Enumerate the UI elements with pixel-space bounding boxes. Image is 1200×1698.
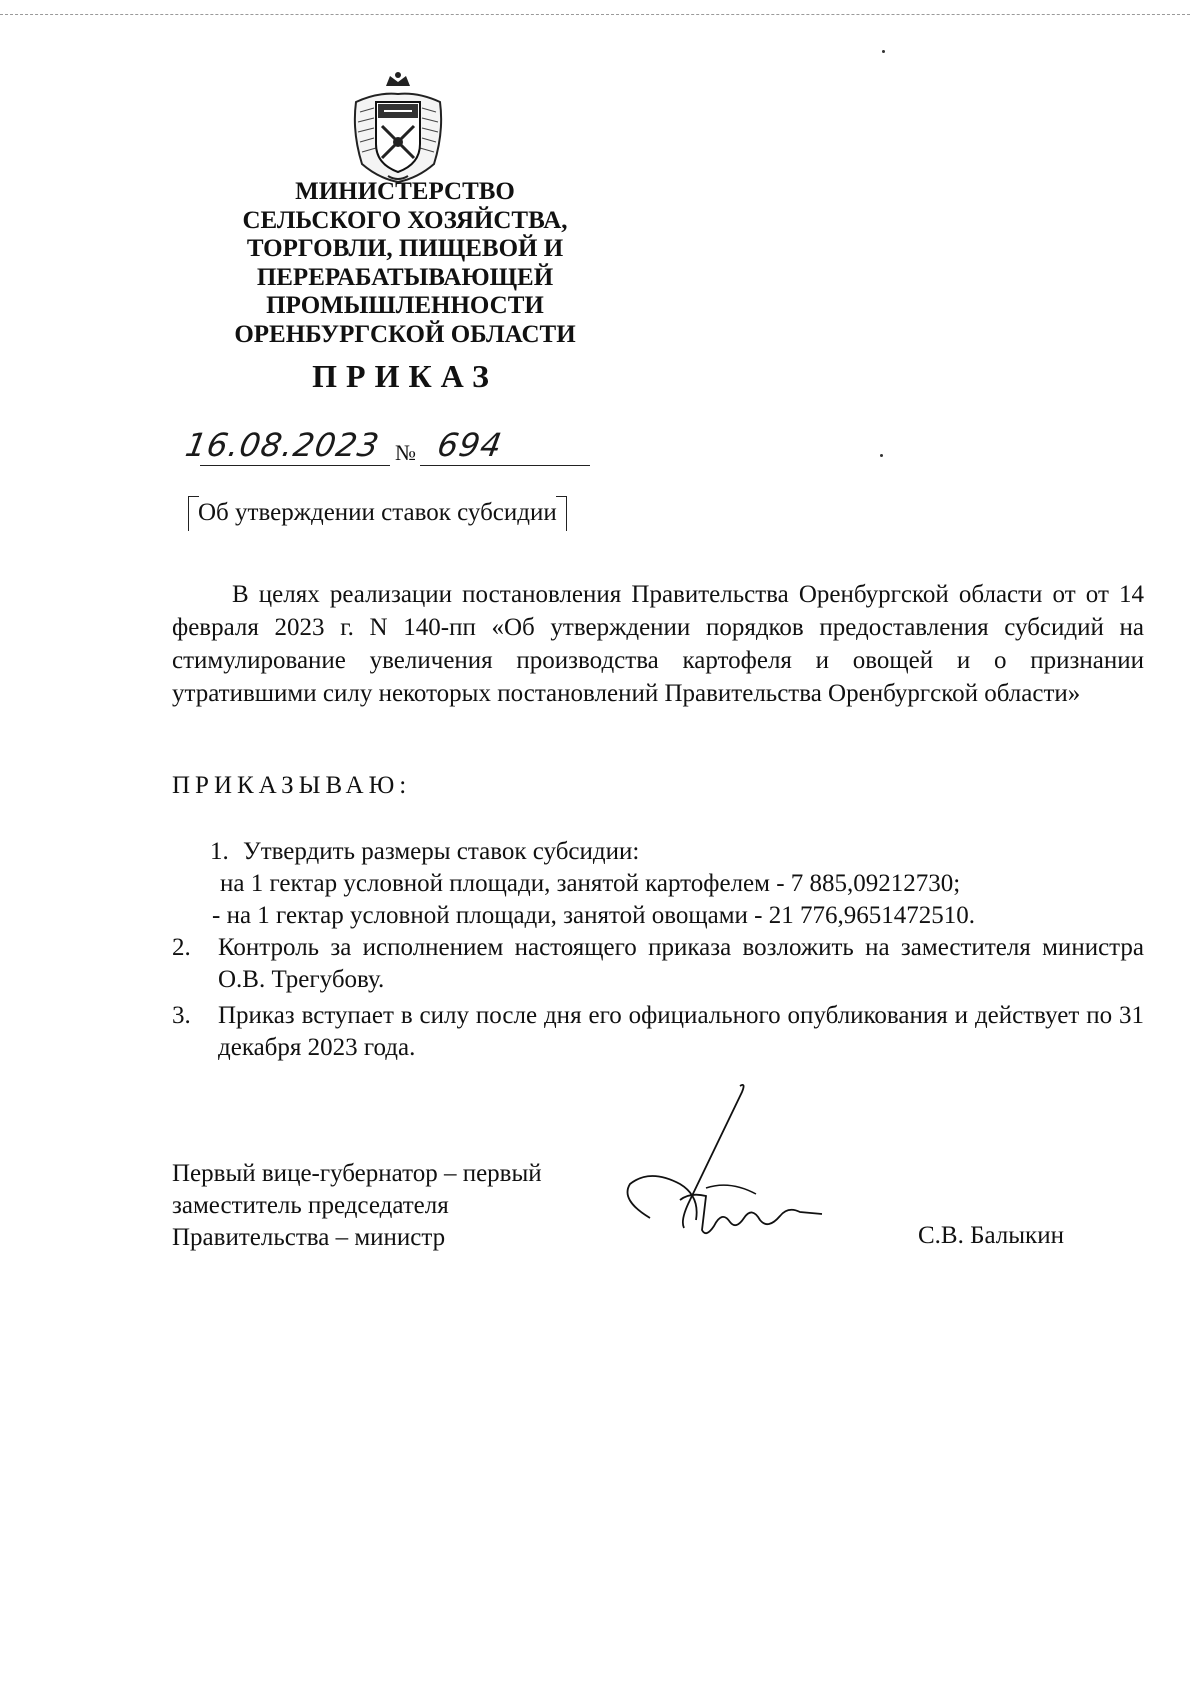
order-directive: ПРИКАЗЫВАЮ: (172, 772, 412, 799)
subject-text: Об утверждении ставок субсидии (198, 499, 557, 526)
date-number-row (0, 426, 1200, 470)
subitem-vegetables: - на 1 гектар условной площади, занятой овощами - 21 776,9651472510. (212, 902, 975, 929)
subitem-potatoes: на 1 гектар условной площади, занятой картофелем - 7 885,09212730; (220, 870, 961, 897)
ministry-line: ТОРГОВЛИ, ПИЩЕВОЙ И (246, 235, 564, 262)
date-underline (200, 465, 390, 466)
item-text: Контроль за исполнением настоящего приказа возложить на заместителя министра О.В. Трегубову. (218, 934, 1144, 993)
signer-position-line: Правительства – министр (172, 1224, 446, 1251)
number-underline (420, 465, 590, 466)
item-text: Приказ вступает в силу после дня его официального опубликования и действует по 31 декабря 2023 года. (218, 1002, 1144, 1061)
signer-position-line: заместитель председателя (172, 1192, 449, 1219)
item-number: 2. (172, 934, 191, 961)
signer-position (172, 1158, 542, 1254)
order-date: 16.08.2023 (182, 426, 383, 464)
preamble-text: В целях реализации постановления Правительства Оренбургской области от от 14 февраля 2023 г. N 140-пп «Об утверждении порядков предоставления субсидий на стимулирование увеличения производства картофеля и овощей и о признании утратившими силу некоторых постановлений Правительства Оренбургской области» (172, 581, 1144, 707)
handwritten-signature-icon (610, 1080, 840, 1260)
preamble (172, 578, 1144, 710)
item-text: Утвердить размеры ставок субсидии: (243, 838, 640, 865)
ministry-line: ПЕРЕРАБАТЫВАЮЩЕЙ (256, 263, 554, 291)
ministry-line: МИНИСТЕРСТВО (295, 178, 515, 205)
subject-bracket-right (556, 496, 567, 531)
item-number: 1. (210, 838, 229, 865)
signer-position-line: Первый вице-губернатор – первый (172, 1160, 542, 1187)
coat-of-arms-icon (348, 72, 448, 184)
order-subject (188, 496, 567, 530)
number-sign: № (395, 440, 416, 465)
signer-name: С.В. Балыкин (918, 1222, 1064, 1249)
ministry-line: ПРОМЫШЛЕННОСТИ (266, 292, 544, 319)
document-title: ПРИКАЗ (312, 358, 498, 394)
subject-bracket-left (188, 496, 199, 531)
scan-speck (882, 50, 885, 53)
ministry-name (170, 178, 640, 349)
ministry-line: ОРЕНБУРГСКОЙ ОБЛАСТИ (234, 320, 576, 348)
ministry-line: СЕЛЬСКОГО ХОЗЯЙСТВА, (242, 206, 568, 234)
order-number: 694 (434, 426, 506, 464)
item-number: 3. (172, 1002, 191, 1029)
scan-edge (0, 14, 1190, 15)
order-item-1 (210, 836, 639, 868)
